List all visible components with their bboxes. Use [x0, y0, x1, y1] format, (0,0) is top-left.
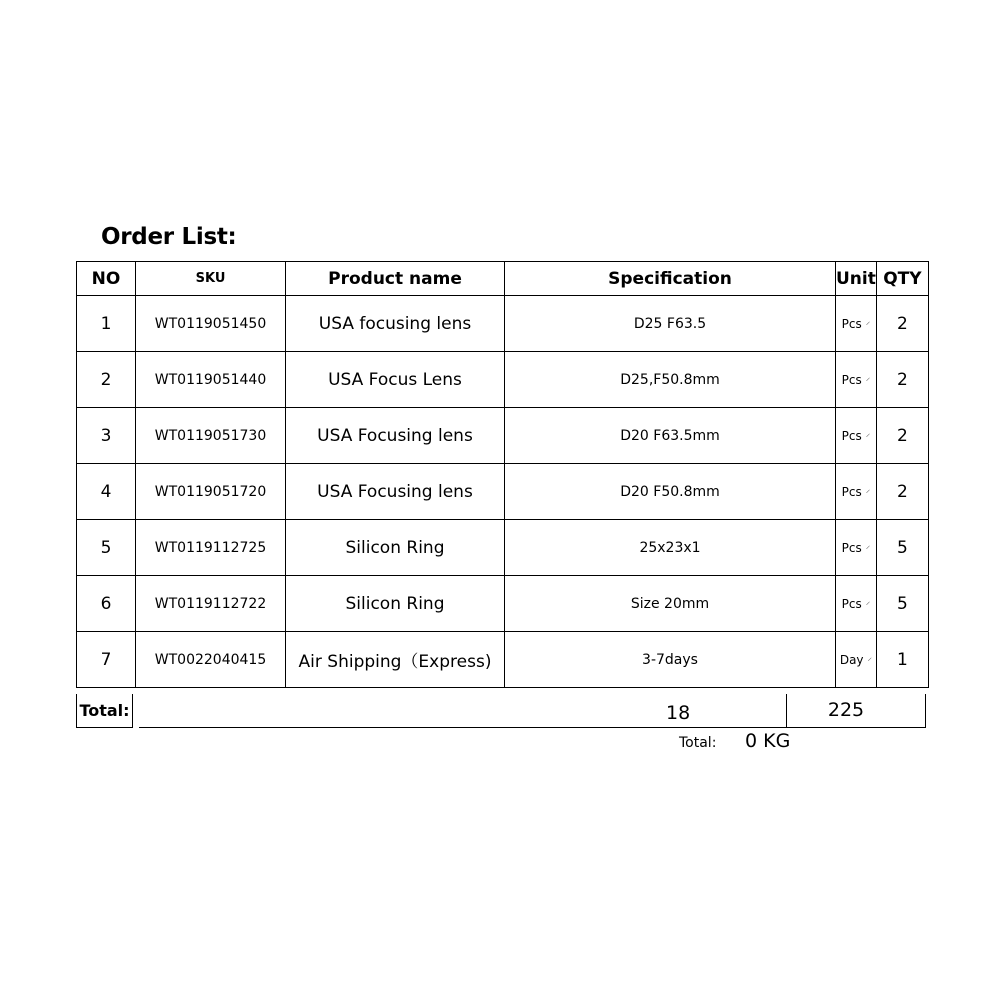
cell-specification-text: 25x23x1: [639, 539, 701, 556]
cell-specification: [505, 464, 836, 520]
cell-qty: [876, 464, 928, 520]
dropdown-tick-icon: ⸍: [865, 432, 871, 443]
cell-no-text: 2: [100, 369, 112, 390]
cell-sku: [136, 520, 286, 576]
cell-qty-text: 5: [896, 537, 908, 558]
cell-product-name-text: Silicon Ring: [345, 537, 445, 558]
cell-specification: [505, 576, 836, 632]
weight-value: 0 KG: [745, 730, 791, 752]
cell-product-name-text: Silicon Ring: [345, 593, 445, 614]
cell-qty: [876, 408, 928, 464]
order-table: [76, 261, 929, 688]
cell-qty: [876, 296, 928, 352]
cell-sku-text: WT0119051730: [154, 427, 267, 444]
cell-sku-text: WT0119051450: [154, 315, 267, 332]
cell-product-name-text: USA focusing lens: [318, 313, 472, 334]
cell-specification: [505, 296, 836, 352]
cell-unit-text: Pcs: [841, 596, 862, 611]
cell-product-name: [286, 632, 505, 688]
cell-qty: [876, 352, 928, 408]
cell-sku: [136, 296, 286, 352]
cell-unit-text: Pcs: [841, 540, 862, 555]
cell-no-text: 7: [100, 649, 112, 670]
total-units: 18: [666, 702, 691, 724]
header-unit: Unit: [836, 262, 877, 296]
cell-no: [77, 296, 136, 352]
cell-unit: [836, 520, 877, 576]
cell-qty-text: 2: [896, 425, 908, 446]
table-row: [77, 632, 929, 688]
cell-sku-text: WT0119112722: [154, 595, 267, 612]
cell-sku: [136, 464, 286, 520]
cell-no: [77, 352, 136, 408]
page-title: Order List:: [101, 224, 237, 250]
cell-specification-text: D25,F50.8mm: [620, 371, 720, 388]
cell-specification-text: D20 F63.5mm: [620, 427, 720, 444]
cell-product-name: [286, 520, 505, 576]
cell-product-name: [286, 296, 505, 352]
header-qty: QTY: [876, 262, 928, 296]
cell-unit: [836, 352, 877, 408]
cell-no: [77, 520, 136, 576]
table-row: [77, 520, 929, 576]
cell-unit-text: Pcs: [841, 484, 862, 499]
cell-qty: [876, 576, 928, 632]
header-no: NO: [77, 262, 136, 296]
cell-product-name-text: USA Focusing lens: [317, 425, 473, 446]
cell-no: [77, 632, 136, 688]
cell-no-text: 4: [100, 481, 112, 502]
cell-product-name: [286, 576, 505, 632]
cell-no-text: 5: [100, 537, 112, 558]
table-header-row: [77, 262, 929, 296]
cell-no: [77, 576, 136, 632]
cell-specification: [505, 408, 836, 464]
cell-qty-text: 1: [896, 649, 908, 670]
cell-unit: [836, 632, 877, 688]
cell-product-name-text: Air Shipping（Express): [298, 652, 492, 672]
weight-label: Total:: [679, 735, 717, 751]
dropdown-tick-icon: ⸍: [865, 488, 871, 499]
cell-unit: [836, 408, 877, 464]
cell-sku: [136, 576, 286, 632]
cell-unit: [836, 576, 877, 632]
cell-sku: [136, 352, 286, 408]
units-underline: [697, 727, 732, 728]
dropdown-tick-icon: ⸍: [865, 600, 871, 611]
cell-qty-text: 5: [896, 593, 908, 614]
cell-specification-text: 3-7days: [642, 651, 698, 668]
cell-specification-text: D25 F63.5: [633, 315, 707, 332]
header-product-name: Product name: [286, 262, 505, 296]
cell-qty-text: 2: [896, 481, 908, 502]
cell-unit: [836, 296, 877, 352]
table-row: [77, 352, 929, 408]
cell-sku: [136, 408, 286, 464]
cell-specification: [505, 520, 836, 576]
cell-unit-text: Pcs: [841, 316, 862, 331]
dropdown-tick-icon: ⸍: [865, 320, 871, 331]
cell-no-text: 1: [100, 313, 112, 334]
header-specification: Specification: [505, 262, 836, 296]
cell-qty-text: 2: [896, 369, 908, 390]
table-row: [77, 408, 929, 464]
header-sku: SKU: [136, 262, 286, 296]
cell-specification-text: D20 F50.8mm: [620, 483, 720, 500]
cell-sku-text: WT0119051440: [154, 371, 267, 388]
total-divider: [139, 727, 787, 728]
dropdown-tick-icon: ⸍: [865, 544, 871, 555]
cell-sku: [136, 632, 286, 688]
table-row: [77, 296, 929, 352]
cell-specification: [505, 632, 836, 688]
total-label: Total:: [76, 694, 133, 728]
table-row: [77, 576, 929, 632]
cell-no-text: 3: [100, 425, 112, 446]
cell-sku-text: WT0022040415: [154, 651, 267, 668]
cell-product-name-text: USA Focusing lens: [317, 481, 473, 502]
cell-unit-text: Pcs: [841, 428, 862, 443]
cell-specification: [505, 352, 836, 408]
table-row: [77, 464, 929, 520]
dropdown-tick-icon: ⸍: [865, 376, 871, 387]
cell-product-name: [286, 352, 505, 408]
cell-sku-text: WT0119112725: [154, 539, 267, 556]
cell-no-text: 6: [100, 593, 112, 614]
cell-product-name: [286, 464, 505, 520]
cell-unit: [836, 464, 877, 520]
cell-qty-text: 2: [896, 313, 908, 334]
cell-sku-text: WT0119051720: [154, 483, 267, 500]
cell-unit-text: Day: [839, 652, 864, 667]
cell-no: [77, 464, 136, 520]
cell-product-name-text: USA Focus Lens: [328, 369, 462, 390]
cell-product-name: [286, 408, 505, 464]
cell-qty: [876, 520, 928, 576]
cell-no: [77, 408, 136, 464]
cell-specification-text: Size 20mm: [630, 595, 710, 612]
cell-qty: [876, 632, 928, 688]
total-qty: 225: [786, 694, 926, 728]
dropdown-tick-icon: ⸍: [867, 656, 873, 667]
cell-unit-text: Pcs: [841, 372, 862, 387]
